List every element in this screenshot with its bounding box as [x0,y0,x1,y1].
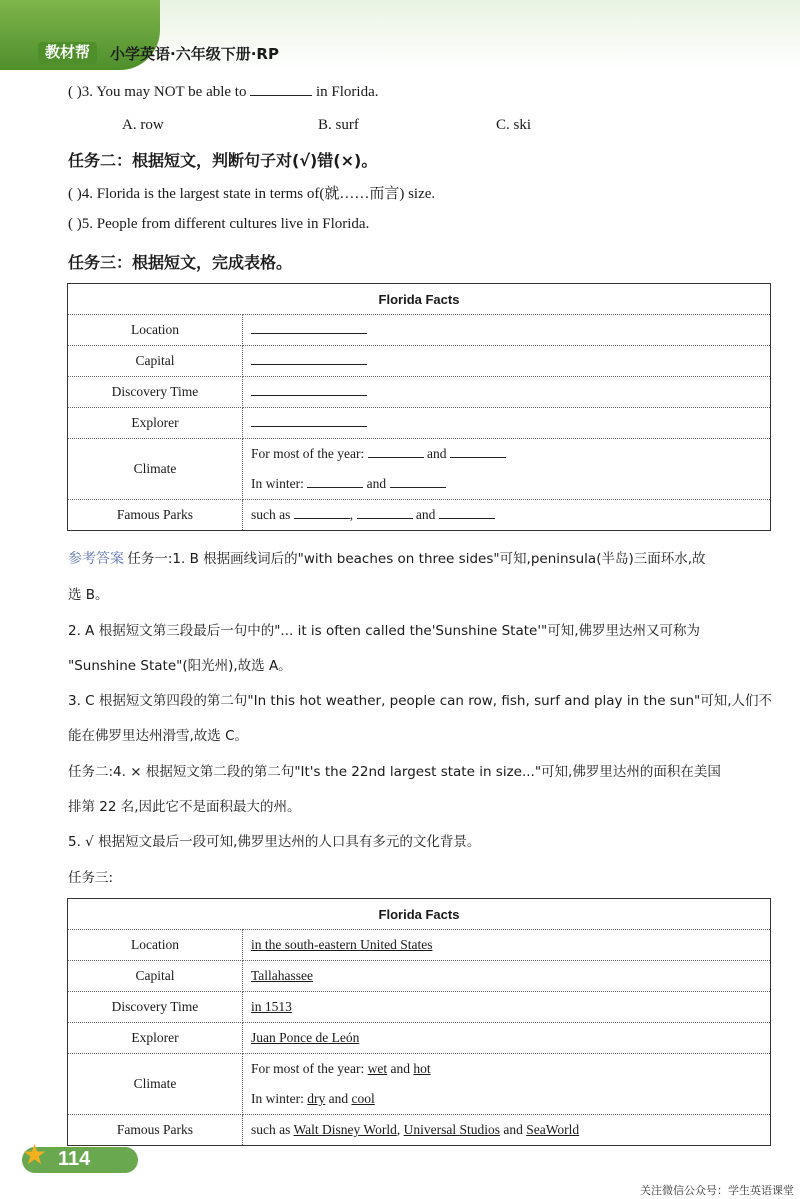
task3-heading: 任务三：根据短文，完成表格。 [68,253,293,272]
climate-blank[interactable] [368,457,424,458]
wechat-credit: 关注微信公众号：学生英语课堂 [640,1184,794,1197]
question-text: Florida is the largest state in terms of(就……而言) size. [96,186,436,202]
winter-prefix: In winter: [251,1091,304,1106]
park-answer: SeaWorld [526,1122,580,1137]
option-a: A. row [122,117,164,133]
task2-heading: 任务二：根据短文，判断句子对(√)错(×)。 [68,151,378,170]
answer-blank[interactable] [250,95,312,96]
answer-paren: ( ) [68,84,82,100]
explorer-blank[interactable] [251,426,367,427]
capital-answer: Tallahassee [251,968,314,983]
explorer-answer: Juan Ponce de León [251,1030,360,1045]
row-label: Famous Parks [68,1115,243,1146]
row-label: Climate [68,1054,243,1115]
winter-blank[interactable] [390,487,446,488]
and-text: and [426,446,447,461]
question-4 [68,182,435,203]
row-label: Location [68,315,243,346]
winter-prefix: In winter: [251,476,304,491]
winter-answer: cool [351,1091,375,1106]
discovery-blank[interactable] [251,395,367,396]
and-text: and [390,1061,410,1076]
climate-answer: hot [413,1061,431,1076]
brand-badge: 教材帮 [38,42,97,64]
question-number: 4. [81,186,93,202]
location-blank[interactable] [251,333,367,334]
row-label: Famous Parks [68,500,243,531]
question-3 [68,84,378,101]
question-5 [68,216,369,233]
row-label: Discovery Time [68,377,243,408]
parks-prefix: such as [251,507,291,522]
park-answer: Universal Studios [403,1122,500,1137]
option-b: B. surf [318,117,359,133]
row-label: Capital [68,961,243,992]
table-title: Florida Facts [68,899,771,930]
table-title: Florida Facts [68,284,771,315]
comma: , [396,1122,401,1137]
answer-paren: ( ) [68,186,82,202]
and-text: and [503,1122,523,1137]
discovery-answer: in 1513 [251,999,292,1014]
answer-paren: ( ) [68,216,82,232]
question-text-end: in Florida. [315,84,379,100]
answer-2-line1: 2. A 根据短文第三段最后一句中的"... it is often called the'Sunshine State'"可知,佛罗里达州又可称为 [68,623,701,639]
row-label: Location [68,930,243,961]
star-icon: ★ [22,1138,48,1171]
answer-1-line1 [68,547,706,568]
answer-text: 任务一:1. B 根据画线词后的"with beaches on three sides"可知,peninsula(半岛)三面环水,故 [127,551,706,567]
climate-answer: wet [367,1061,388,1076]
answer-1-line2: 选 B。 [68,587,109,603]
book-title: 小学英语·六年级下册·RP [110,45,279,63]
and-text: and [328,1091,349,1106]
park-blank[interactable] [294,518,350,519]
answer-4-line1: 任务二:4. × 根据短文第二段的第二句"It's the 22nd largest state in size..."可知,佛罗里达州的面积在美国 [68,764,721,780]
option-c: C. ski [496,117,532,133]
row-label: Discovery Time [68,992,243,1023]
facts-table-answer [67,898,771,1146]
row-label: Capital [68,346,243,377]
row-label: Explorer [68,1023,243,1054]
winter-answer: dry [307,1091,326,1106]
parks-prefix: such as [251,1122,291,1137]
answer-tag: 参考答案 [68,551,124,567]
answer-3-line1: 3. C 根据短文第四段的第二句"In this hot weather, people can row, fish, surf and play in the sun"可知,人们不 [68,693,773,709]
row-label: Explorer [68,408,243,439]
park-answer: Walt Disney World [293,1122,397,1137]
question-number: 3. [81,84,93,100]
page-number: 114 [58,1148,91,1170]
location-answer: in the south-eastern United States [251,937,433,952]
answer-3-line2: 能在佛罗里达州滑雪,故选 C。 [68,728,249,744]
answer-task3-label: 任务三: [68,870,114,886]
question-text: People from different cultures live in Florida. [96,216,370,232]
and-text: and [415,507,436,522]
question-text: You may NOT be able to [96,84,247,100]
question-number: 5. [81,216,93,232]
facts-table-blank [67,283,771,531]
park-blank[interactable] [357,518,413,519]
and-text: and [366,476,387,491]
winter-blank[interactable] [307,487,363,488]
comma: , [349,507,354,522]
answer-5-line1: 5. √ 根据短文最后一段可知,佛罗里达州的人口具有多元的文化背景。 [68,834,481,850]
answer-2-line2: "Sunshine State"(阳光州),故选 A。 [68,658,292,674]
climate-blank[interactable] [450,457,506,458]
answer-4-line2: 排第 22 名,因此它不是面积最大的州。 [68,799,301,815]
climate-prefix: For most of the year: [251,1061,365,1076]
row-label: Climate [68,439,243,500]
climate-prefix: For most of the year: [251,446,365,461]
park-blank[interactable] [439,518,495,519]
capital-blank[interactable] [251,364,367,365]
